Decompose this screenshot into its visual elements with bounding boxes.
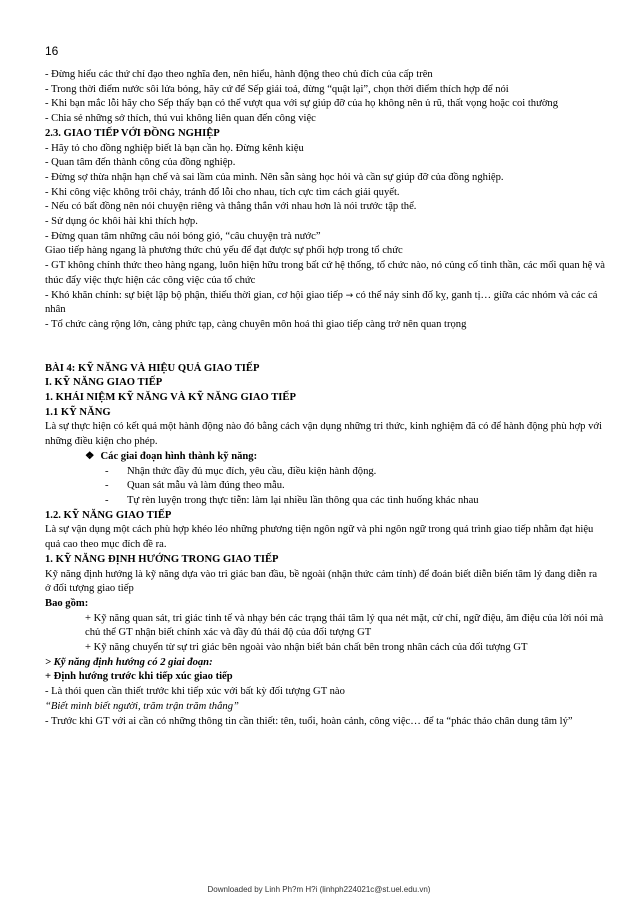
document-body <box>45 68 605 729</box>
list-item-text: Quan sát mẫu và làm đúng theo mẫu. <box>127 480 285 492</box>
paragraph: - Tổ chức càng rộng lớn, càng phức tạp, càng chuyên môn hoá thì giao tiếp càng trở nên quan trọng <box>45 318 467 330</box>
dash-bullet: - <box>105 494 109 506</box>
paragraph: - Nếu có bất đồng nên nói chuyện riêng và thẳng thắn với nhau hơn là nói trước tập thể. <box>45 201 417 213</box>
section-heading-1-2: 1.2. KỸ NĂNG GIAO TIẾP <box>45 509 172 521</box>
list-item <box>45 494 605 509</box>
download-footer: Downloaded by Linh Ph?m H?i (linhph224021c@st.uel.edu.vn) <box>207 885 431 894</box>
subheading-before-contact: + Định hướng trước khi tiếp xúc giao tiếp <box>45 671 233 683</box>
lesson-heading: BÀI 4: KỸ NĂNG VÀ HIỆU QUẢ GIAO TIẾP <box>45 362 260 374</box>
page-number: 16 <box>45 44 59 58</box>
bullet-heading-text: Các giai đoạn hình thành kỹ năng: <box>100 450 258 462</box>
section-heading-I: I. KỸ NĂNG GIAO TIẾP <box>45 377 163 389</box>
paragraph-with-arrow <box>45 289 605 318</box>
list-item-text: Tự rèn luyện trong thực tiễn: làm lại nhiều lần thông qua các tình huống khác nhau <box>127 494 479 506</box>
paragraph: - Đừng hiểu các thứ chỉ đạo theo nghĩa đen, nên hiểu, hành động theo chủ đích của cấp trên <box>45 69 433 80</box>
paragraph: - Hãy tỏ cho đồng nghiệp biết là bạn cần họ. Đừng kênh kiệu <box>45 142 304 154</box>
section-heading-1-1: 1.1 KỸ NĂNG <box>45 406 111 418</box>
subheading-includes: Bao gồm: <box>45 597 89 609</box>
paragraph: - Trong thời điểm nước sôi lửa bỏng, hãy cứ để Sếp giải toả, đừng “quật lại”, chọn thời điểm thích hợp để nói <box>45 83 509 95</box>
plus-item: + Kỹ năng chuyển từ sự tri giác bên ngoài vào nhận biết bản chất bên trong nhân cách của đối tượng GT <box>85 642 528 654</box>
paragraph: Kỹ năng định hướng là kỹ năng dựa vào tri giác ban đầu, bề ngoài (nhận thức cảm tính) để đoán biết diễn biến tâm lý đang diễn ra ở đối tượng giao tiếp <box>45 568 598 595</box>
paragraph: Là sự thực hiện có kết quả một hành động nào đó bằng cách vận dụng những tri thức, kinh nghiệm đã có để hành động phù hợp với những điều kiện cho phép. <box>45 421 602 448</box>
quote: “Biết mình biết người, trăm trận trăm thắng” <box>45 700 239 712</box>
section-heading-1: 1. KHÁI NIỆM KỸ NĂNG VÀ KỸ NĂNG GIAO TIẾP <box>45 392 296 404</box>
paragraph: - GT không chính thức theo hàng ngang, luôn hiện hữu trong bất cứ hệ thống, tổ chức nào, nó củng cố tinh thần, các mối quan hệ và thúc đẩy việc thực hiện các công việc của tổ chức <box>45 260 605 286</box>
paragraph: - Quan tâm đến thành công của đồng nghiệp. <box>45 157 236 169</box>
paragraph: Giao tiếp hàng ngang là phương thức chủ yếu để đạt được sự phối hợp trong tổ chức <box>45 245 403 257</box>
list-item <box>45 465 605 480</box>
section-heading-2-3: 2.3. GIAO TIẾP VỚI ĐỒNG NGHIỆP <box>45 127 220 139</box>
paragraph: - Đừng quan tâm những câu nói bóng gió, “câu chuyện trà nước” <box>45 230 321 242</box>
plus-item: + Kỹ năng quan sát, tri giác tinh tế và nhạy bén các trạng thái tâm lý qua nét mặt, cử chỉ, ngữ điệu, âm điệu của lời nói mà chủ thể GT nhận biết chính xác và đầy đủ thái độ của đối tượng GT <box>85 612 604 639</box>
spacer <box>45 333 605 362</box>
paragraph: - Khi công việc không trôi chảy, tránh đổ lỗi cho nhau, tích cực tìm cách giải quyết. <box>45 186 400 198</box>
list-item-text: Nhận thức đầy đủ mục đích, yêu cầu, điều kiện hành động. <box>127 465 377 477</box>
dash-bullet: - <box>105 480 109 492</box>
subheading-two-stages: > Kỹ năng định hướng có 2 giai đoạn: <box>45 656 213 668</box>
paragraph-part: có thể nảy sinh đố kỵ, ganh tị… giữa các nhóm và các cá nhân <box>45 289 598 316</box>
bullet-heading <box>45 450 605 465</box>
paragraph: - Trước khi GT với ai cần có những thông tin cần thiết: tên, tuổi, hoàn cảnh, công việc… để ta “phác thảo chân dung tâm lý” <box>45 715 573 727</box>
paragraph: - Khi bạn mắc lỗi hãy cho Sếp thấy bạn có thể vượt qua với sự giúp đỡ của họ không nên ủ rũ, thất vọng hoặc coi thường <box>45 98 559 110</box>
dash-bullet: - <box>105 465 109 477</box>
diamond-bullet-icon: ❖ <box>85 450 95 462</box>
paragraph-part: - Khó khăn chính: sự biệt lập bộ phận, thiếu thời gian, cơ hội giao tiếp <box>45 289 343 301</box>
right-arrow-icon: → <box>345 290 354 301</box>
paragraph: - Chia sẻ những sở thích, thú vui không liên quan đến công việc <box>45 113 316 125</box>
paragraph: - Đừng sợ thừa nhận hạn chế và sai lầm của mình. Nên sẵn sàng học hỏi và cần sự giúp đỡ của đồng nghiệp. <box>45 171 504 183</box>
section-heading-orientation: 1. KỸ NĂNG ĐỊNH HƯỚNG TRONG GIAO TIẾP <box>45 553 279 565</box>
paragraph: Là sự vận dụng một cách phù hợp khéo léo những phương tiện ngôn ngữ và phi ngôn ngữ trong quá trình giao tiếp nhằm đạt hiệu quả cao theo mục đích đề ra. <box>45 524 594 551</box>
list-item <box>45 479 605 494</box>
paragraph: - Là thói quen cần thiết trước khi tiếp xúc với bất kỳ đối tượng GT nào <box>45 686 345 698</box>
paragraph: - Sử dụng óc khôi hài khi thích hợp. <box>45 216 198 228</box>
